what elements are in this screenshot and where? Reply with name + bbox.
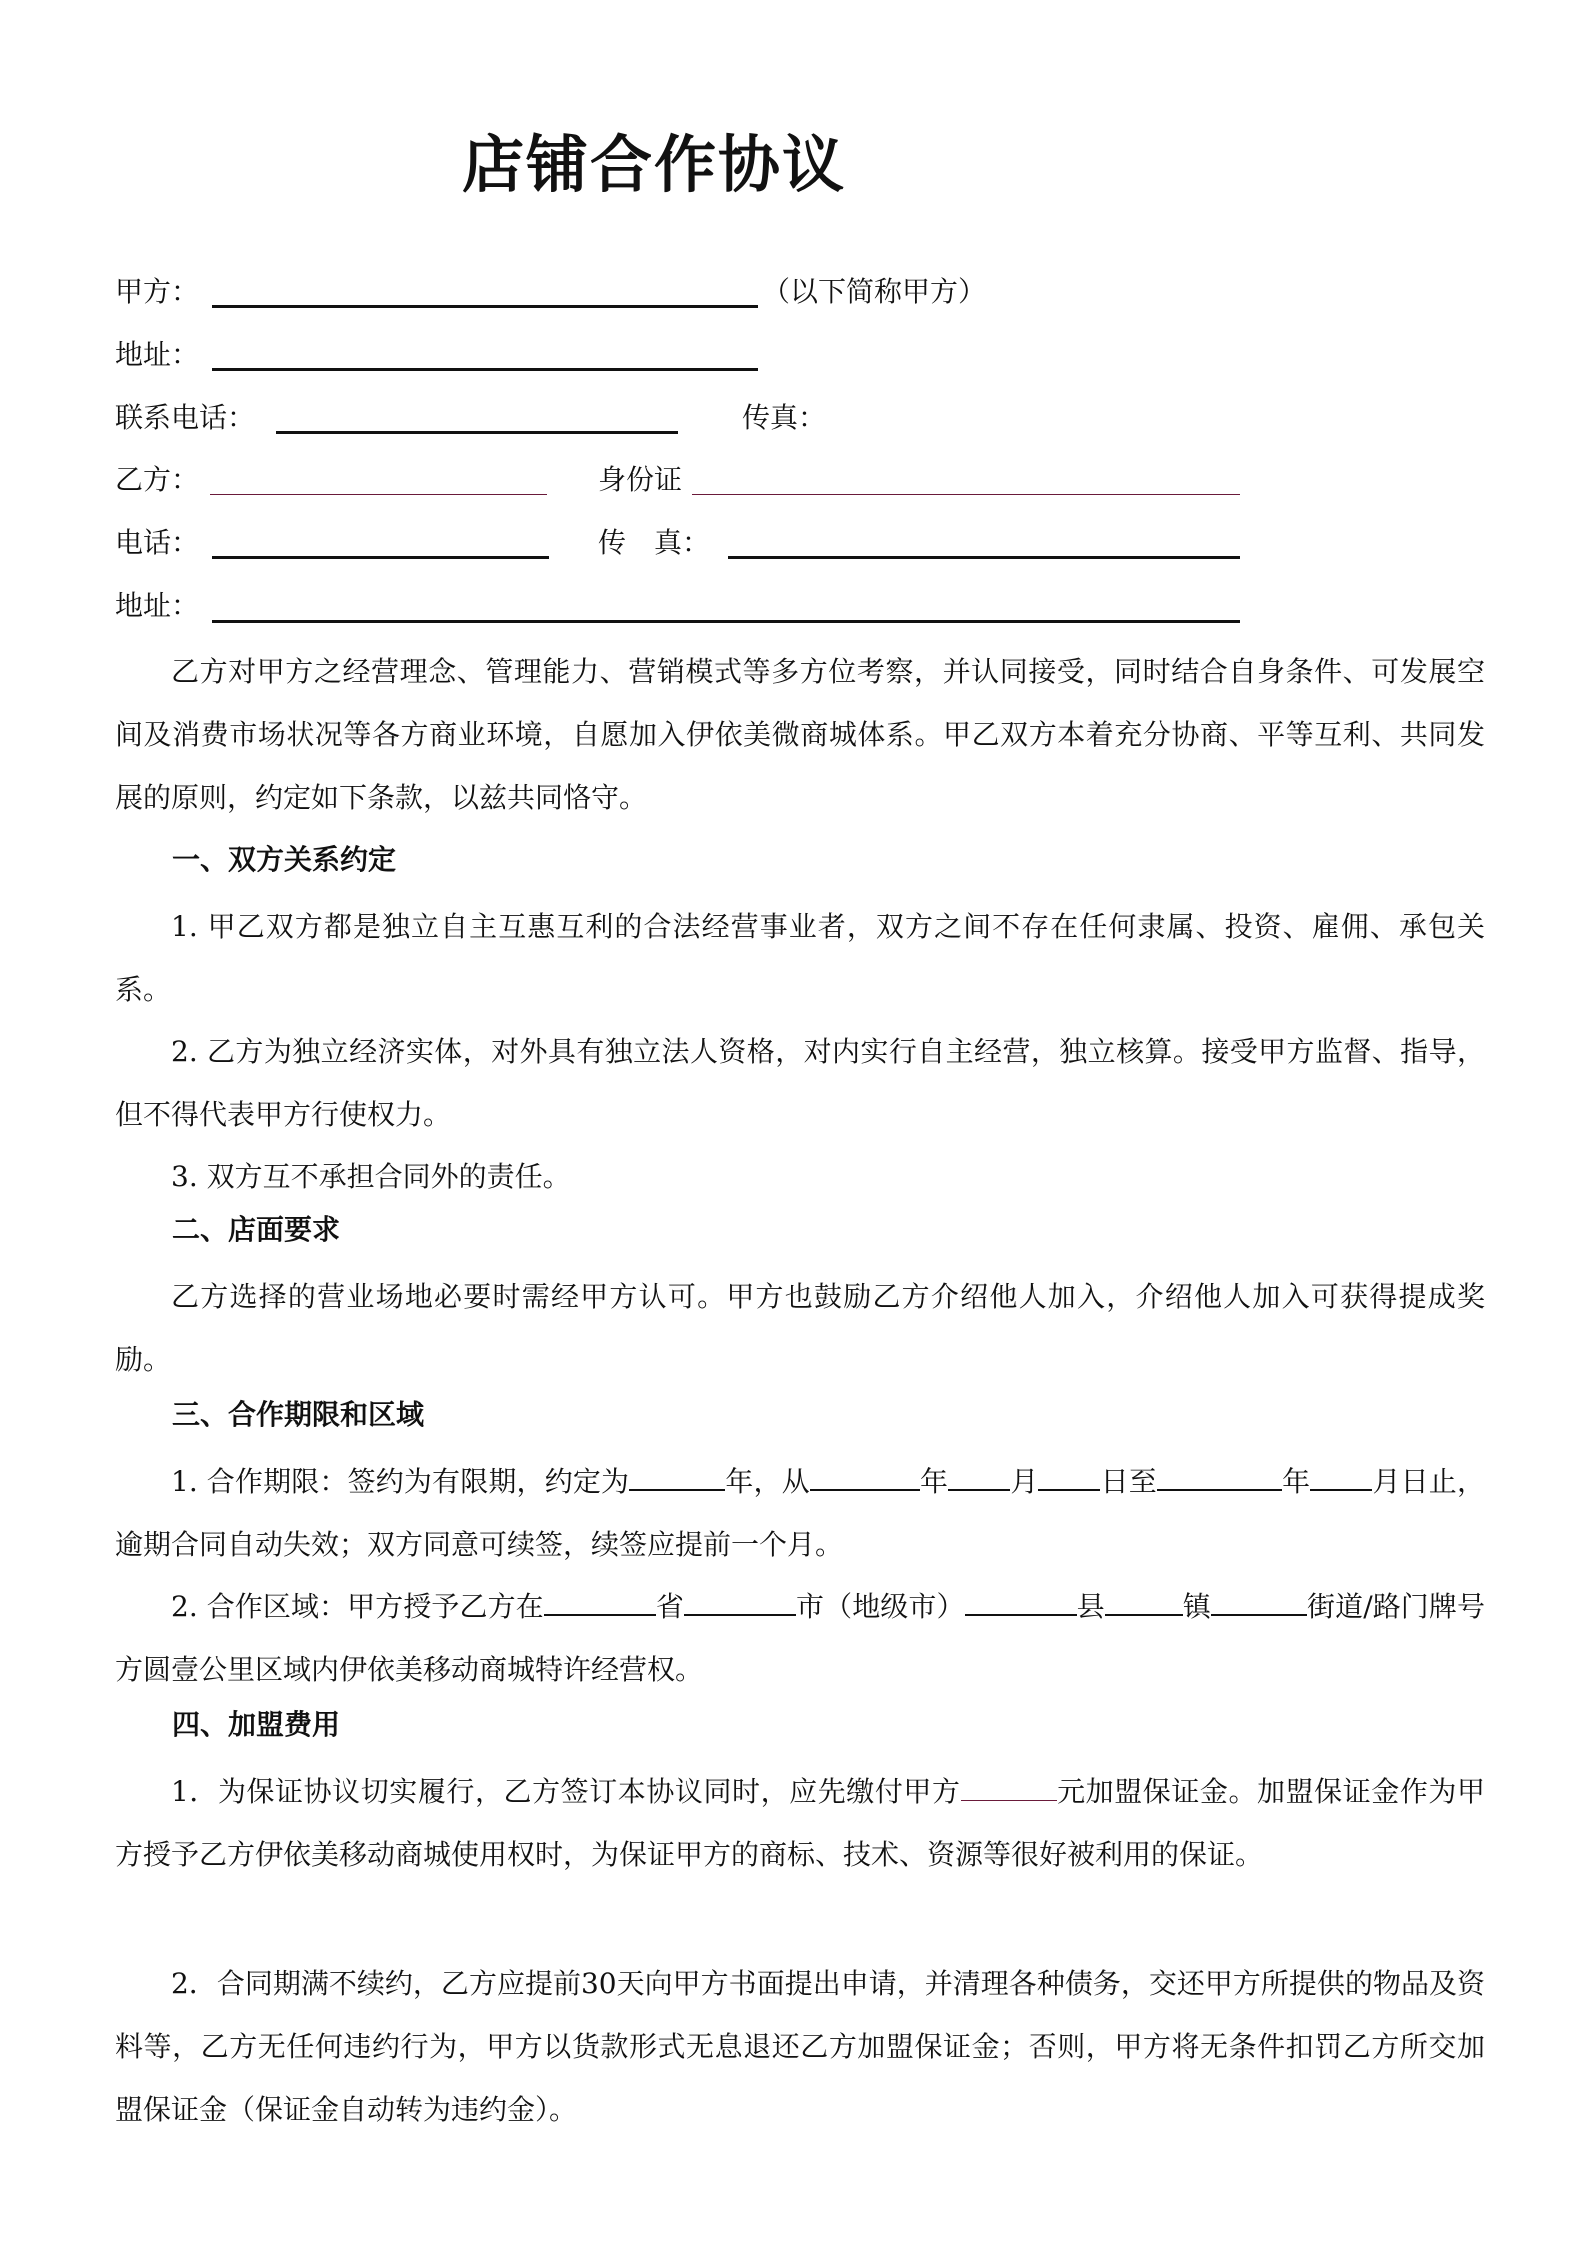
party-a-address-field[interactable] <box>212 368 758 371</box>
section-3-heading: 三、合作期限和区域 <box>172 1398 425 1431</box>
section-1-heading: 一、双方关系约定 <box>172 843 397 876</box>
party-b-fax-label: 传 真： <box>598 526 711 559</box>
party-b-phone-field[interactable] <box>212 556 549 559</box>
end-year-field[interactable] <box>1157 1459 1282 1491</box>
county-field[interactable] <box>965 1584 1077 1616</box>
party-b-address-field[interactable] <box>212 620 1240 623</box>
clause-text: 1. 合作期限：签约为有限期，约定为 <box>171 1465 630 1498</box>
party-b-id-label: 身份证 <box>598 463 683 496</box>
section-1-clause-2: 2. 乙方为独立经济实体，对外具有独立法人资格，对内实行自主经营，独立核算。接受甲方监督、指导，但不得代表甲方行使权力。 <box>115 1035 1485 1131</box>
clause-text: 日至 <box>1100 1465 1157 1498</box>
intro-paragraph: 乙方对甲方之经营理念、管理能力、营销模式等多方位考察，并认同接受，同时结合自身条件、可发展空间及消费市场状况等各方商业环境，自愿加入伊依美微商城体系。甲乙双方本着充分协商、平等互利、共同发展的原则，约定如下条款，以兹共同恪守。 <box>115 655 1485 814</box>
clause-text: 元加盟保证金。加盟保证金作为甲方授予乙方伊依美移动商城使用权时，为保证甲方的商标、技术、资源等很好被利用的保证。 <box>115 1775 1485 1871</box>
party-a-fax-label: 传真： <box>742 401 827 434</box>
party-b-phone-label: 电话： <box>115 526 200 559</box>
town-field[interactable] <box>1105 1584 1183 1616</box>
term-years-field[interactable] <box>629 1459 725 1491</box>
section-4-clause-1 <box>115 1760 1485 1886</box>
party-a-label: 甲方： <box>115 275 200 308</box>
party-b-id-field[interactable] <box>692 494 1240 495</box>
clause-text: 月 <box>1010 1465 1039 1498</box>
clause-text: 县 <box>1076 1590 1105 1623</box>
document-title: 店铺合作协议 <box>462 128 847 201</box>
clause-text: 1．为保证协议切实履行，乙方签订本协议同时，应先缴付甲方 <box>171 1775 961 1808</box>
clause-text: 省 <box>655 1590 684 1623</box>
section-4-heading: 四、加盟费用 <box>172 1708 341 1741</box>
party-b-address-label: 地址： <box>115 589 200 622</box>
party-a-phone-field[interactable] <box>276 431 678 434</box>
section-2-clause-1: 乙方选择的营业场地必要时需经甲方认可。甲方也鼓励乙方介绍他人加入，介绍他人加入可获得提成奖励。 <box>115 1280 1485 1376</box>
clause-text: 年 <box>1281 1465 1311 1498</box>
party-a-note: （以下简称甲方） <box>762 275 987 308</box>
section-1-clause-3: 3. 双方互不承担合同外的责任。 <box>171 1160 571 1193</box>
section-3-clause-2 <box>115 1575 1485 1701</box>
party-a-phone-label: 联系电话： <box>115 401 256 434</box>
end-month-field[interactable] <box>1310 1459 1372 1491</box>
clause-text: 2. 合作区域：甲方授予乙方在 <box>171 1590 544 1623</box>
party-b-name-field[interactable] <box>210 494 547 495</box>
section-3-clause-1 <box>115 1450 1485 1576</box>
clause-text: 月日止，逾期合同自动失效；双方同意可续签，续签应提前一个月。 <box>115 1465 1485 1561</box>
clause-text: 镇 <box>1182 1590 1211 1623</box>
start-day-field[interactable] <box>1038 1459 1100 1491</box>
street-field[interactable] <box>1211 1584 1307 1616</box>
party-a-name-field[interactable] <box>212 305 758 308</box>
party-b-fax-field[interactable] <box>728 556 1240 559</box>
party-b-label: 乙方： <box>115 463 200 496</box>
clause-text: 街道/路门牌号方圆壹公里区域内伊依美移动商城特许经营权。 <box>115 1590 1485 1686</box>
section-2-heading: 二、店面要求 <box>172 1213 341 1246</box>
clause-text: 年 <box>919 1465 949 1498</box>
deposit-amount-field[interactable] <box>961 1770 1057 1801</box>
section-4-clause-2: 2．合同期满不续约，乙方应提前30天向甲方书面提出申请，并清理各种债务，交还甲方所提供的物品及资料等，乙方无任何违约行为，甲方以货款形式无息退还乙方加盟保证金；否则，甲方将无条件扣罚乙方所交加盟保证金（保证金自动转为违约金）。 <box>115 1967 1485 2126</box>
party-a-address-label: 地址： <box>115 338 200 371</box>
province-field[interactable] <box>544 1584 656 1616</box>
start-year-field[interactable] <box>810 1459 920 1491</box>
city-field[interactable] <box>684 1584 796 1616</box>
start-month-field[interactable] <box>948 1459 1010 1491</box>
clause-text: 年，从 <box>725 1465 810 1498</box>
clause-text: 市（地级市） <box>795 1590 965 1623</box>
section-1-clause-1: 1. 甲乙双方都是独立自主互惠互利的合法经营事业者，双方之间不存在任何隶属、投资、雇佣、承包关系。 <box>115 910 1485 1006</box>
